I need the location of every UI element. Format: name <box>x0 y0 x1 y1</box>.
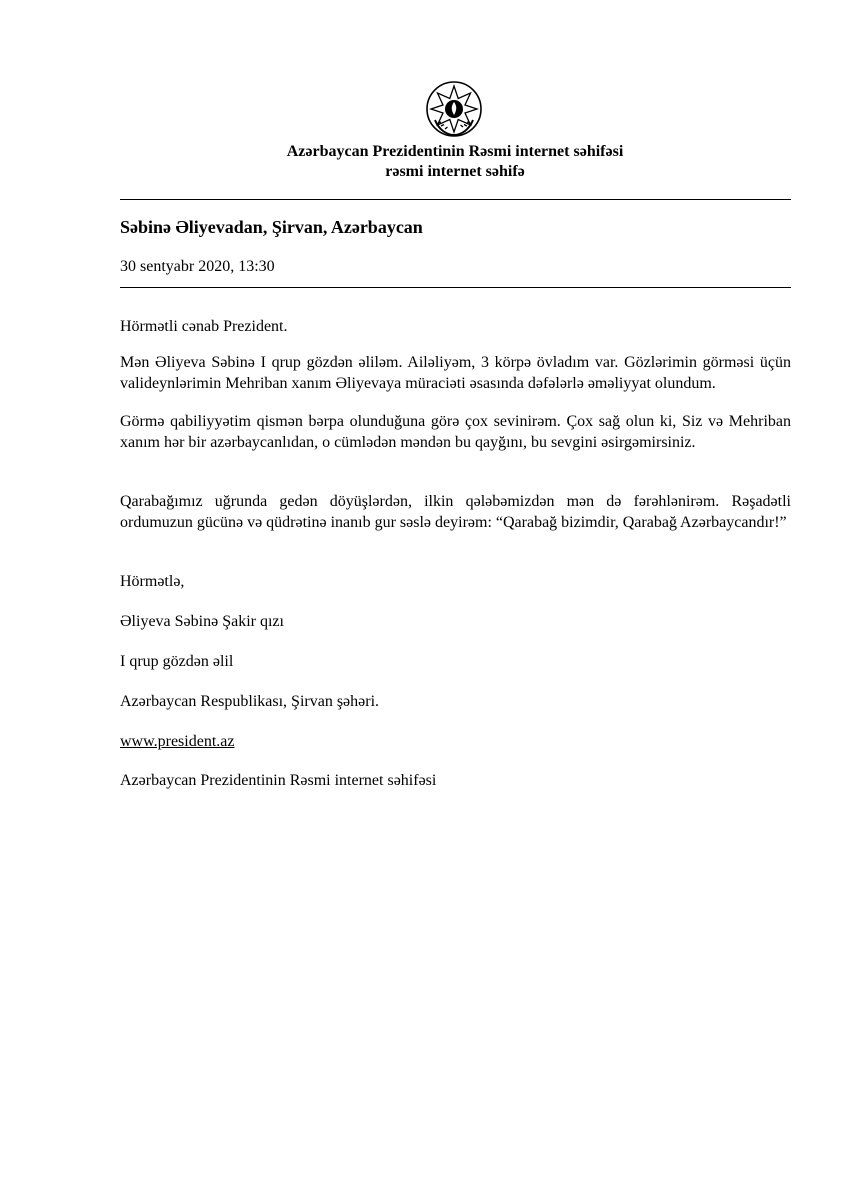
letter-paragraph-2: Görmə qabiliyyətim qismən bərpa olunduğuna görə çox sevinirəm. Çox sağ olun ki, Siz və Mehriban xanım hər bir azərbaycanlıdan, o cümlədən məndən bu qayğını, bu sevgini əsirgəmirsiniz. <box>120 413 791 451</box>
letter-closing: Hörmətlə, <box>120 573 185 590</box>
signature-group: I qrup gözdən əlil <box>120 653 234 670</box>
letter-greeting: Hörmətli cənab Prezident. <box>120 318 288 335</box>
president-website-link[interactable]: www.president.az <box>120 733 235 750</box>
footer-link-line <box>120 731 791 752</box>
azerbaijan-state-emblem-icon <box>425 80 483 138</box>
header-divider <box>120 199 791 200</box>
letter-paragraph-1: Mən Əliyeva Səbinə I qrup gözdən əliləm. Ailəliyəm, 3 körpə övladım var. Gözlərimin görməsi üçün valideynlərimin Mehriban xanım Əliyevaya müraciəti əsasında dəfələrlə əməliyyat olundum. <box>120 354 791 392</box>
letter-date: 30 sentyabr 2020, 13:30 <box>120 258 275 275</box>
site-title: Azərbaycan Prezidentinin Rəsmi internet səhifəsi <box>286 143 624 160</box>
signature-name: Əliyeva Səbinə Şakir qızı <box>120 613 284 630</box>
signature-address: Azərbaycan Respublikası, Şirvan şəhəri. <box>120 693 380 710</box>
site-subtitle: rəsmi internet səhifə <box>385 163 525 180</box>
letter-paragraph-3: Qarabağımız uğrunda gedən döyüşlərdən, ilkin qələbəmizdən mən də fərəhlənirəm. Rəşadətli ordumuzun gücünə və qüdrətinə inanıb gur səslə deyirəm: “Qarabağ bizimdir, Qarabağ Azərbaycandır!” <box>120 493 791 531</box>
letter-heading: Səbinə Əliyevadan, Şirvan, Azərbaycan <box>120 217 423 237</box>
footer-source: Azərbaycan Prezidentinin Rəsmi internet səhifəsi <box>120 772 437 789</box>
date-divider <box>120 287 791 288</box>
